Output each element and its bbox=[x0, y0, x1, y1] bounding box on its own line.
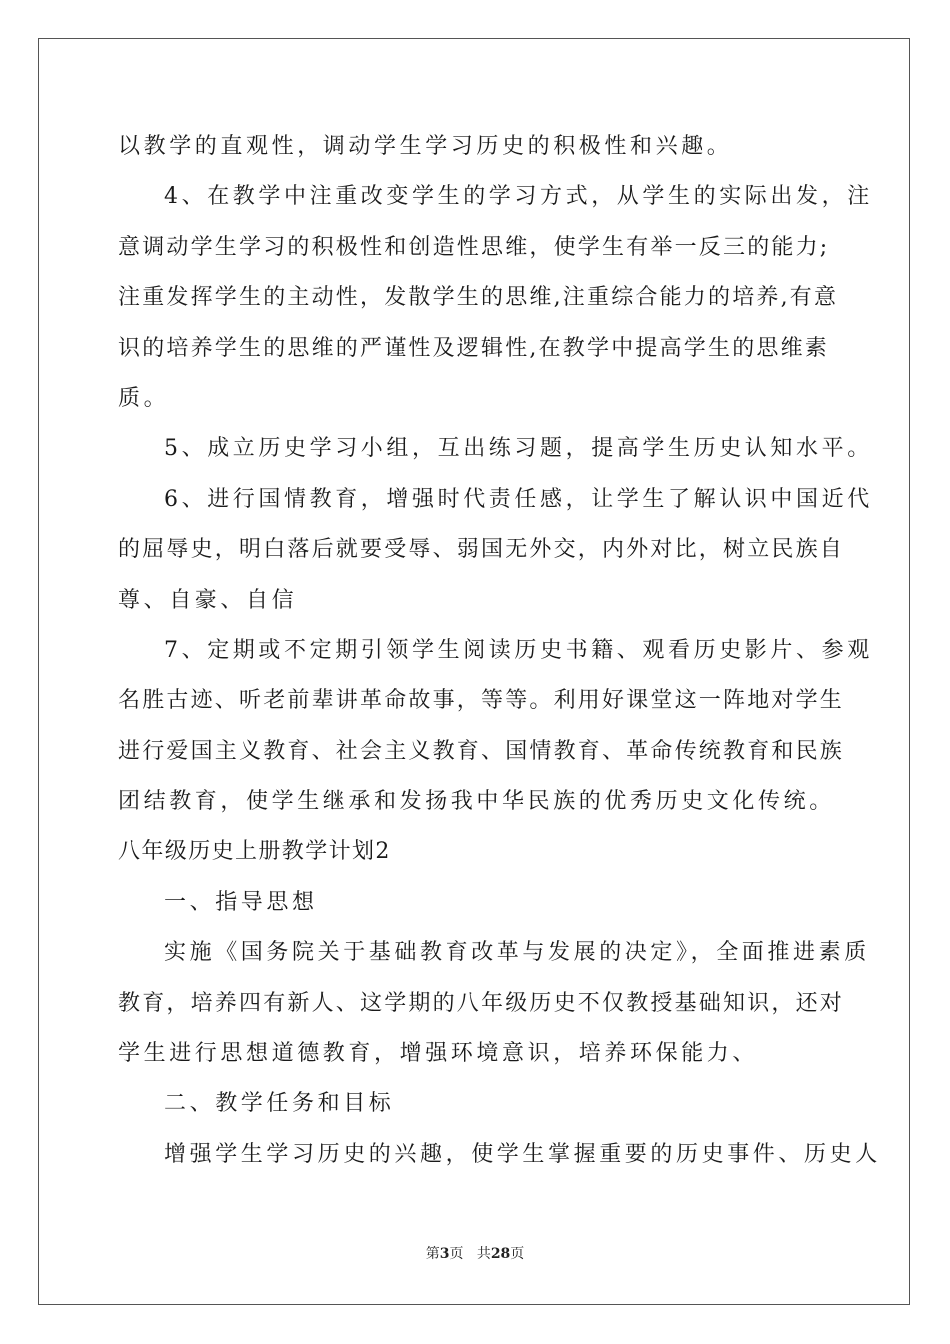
section-heading: 一、指导思想 bbox=[164, 889, 318, 915]
footer-prefix: 第 bbox=[425, 1246, 440, 1262]
current-page-number: 3 bbox=[439, 1246, 450, 1262]
text-line: 6、进行国情教育，增强时代责任感，让学生了解认识中国近代 bbox=[164, 486, 873, 512]
footer-total-prefix: 共 bbox=[476, 1246, 491, 1262]
text-line: 增强学生学习历史的兴趣，使学生掌握重要的历史事件、历史人 bbox=[164, 1141, 881, 1167]
text-line: 以教学的直观性，调动学生学习历史的积极性和兴趣。 bbox=[118, 134, 733, 159]
text-line: 质。 bbox=[118, 385, 170, 411]
total-page-count: 28 bbox=[490, 1246, 511, 1262]
text-line: 意调动学生学习的积极性和创造性思维，使学生有举一反三的能力; bbox=[118, 234, 830, 260]
text-line: 4、在教学中注重改变学生的学习方式，从学生的实际出发，注 bbox=[164, 184, 873, 210]
section-title: 八年级历史上册教学计划2 bbox=[118, 839, 391, 865]
text-line: 7、定期或不定期引领学生阅读历史书籍、观看历史影片、参观 bbox=[164, 637, 873, 663]
text-line: 的屈辱史，明白落后就要受辱、弱国无外交，内外对比，树立民族自 bbox=[118, 537, 845, 563]
text-line: 名胜古迹、听老前辈讲革命故事，等等。利用好课堂这一阵地对学生 bbox=[118, 688, 845, 714]
footer-total-suffix: 页 bbox=[510, 1246, 525, 1262]
text-line: 5、成立历史学习小组，互出练习题，提高学生历史认知水平。 bbox=[164, 436, 873, 462]
footer-page-suffix: 页 bbox=[449, 1246, 464, 1262]
page-footer bbox=[0, 1243, 950, 1263]
text-line: 团结教育，使学生继承和发扬我中华民族的优秀历史文化传统。 bbox=[118, 789, 835, 815]
text-line: 进行爱国主义教育、社会主义教育、国情教育、革命传统教育和民族 bbox=[118, 738, 845, 764]
text-line: 教育，培养四有新人、这学期的八年级历史不仅教授基础知识，还对 bbox=[118, 990, 845, 1016]
document-body bbox=[118, 122, 881, 1180]
section-heading: 二、教学任务和目标 bbox=[164, 1091, 395, 1117]
text-line: 实施《国务院关于基础教育改革与发展的决定》，全面推进素质 bbox=[164, 940, 870, 966]
text-line: 注重发挥学生的主动性，发散学生的思维,注重综合能力的培养,有意 bbox=[118, 285, 839, 311]
text-line: 尊、自豪、自信 bbox=[118, 587, 298, 613]
text-line: 识的培养学生的思维的严谨性及逻辑性,在教学中提高学生的思维素 bbox=[118, 335, 829, 361]
text-line: 学生进行思想道德教育，增强环境意识，培养环保能力、 bbox=[118, 1041, 759, 1067]
